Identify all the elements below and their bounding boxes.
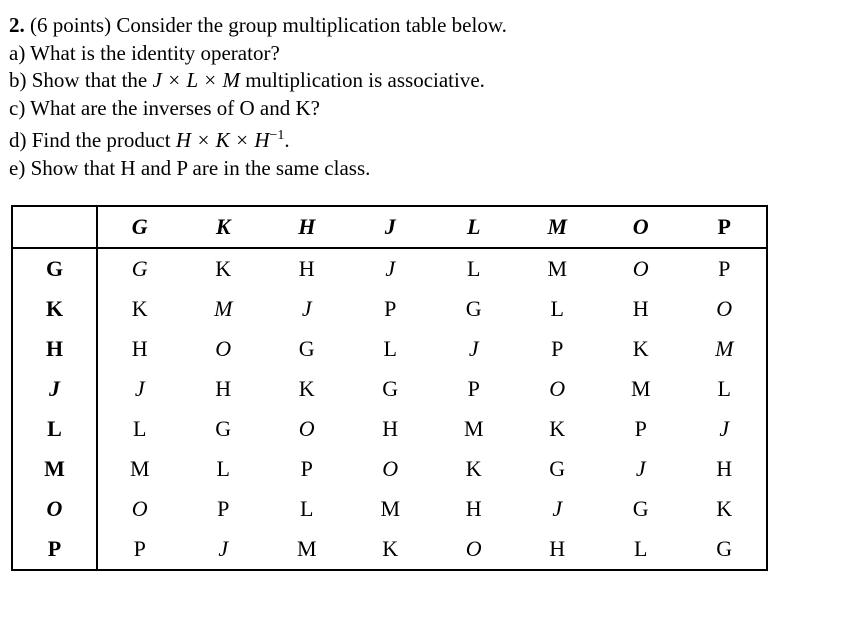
- table-cell: J: [552, 496, 563, 521]
- table-cell: J: [683, 409, 768, 449]
- table-cell: G: [215, 416, 232, 441]
- table-cell: H: [131, 336, 148, 361]
- table-cell: H: [632, 296, 649, 321]
- table-cell: P: [634, 416, 647, 441]
- table-cell: M: [129, 456, 150, 481]
- table-cell: G: [549, 456, 566, 481]
- column-header-h: H: [265, 206, 349, 248]
- table-cell: M: [463, 416, 484, 441]
- part-b-prefix: b) Show that the: [9, 68, 153, 92]
- table-row: [12, 489, 767, 529]
- table-cell: K: [632, 336, 649, 361]
- table-cell: J: [301, 296, 312, 321]
- table-cell: M: [265, 529, 349, 570]
- table-cell: L: [216, 456, 230, 481]
- table-cell: P: [97, 529, 182, 570]
- row-header-l: L: [12, 409, 97, 449]
- table-cell: G: [632, 496, 649, 521]
- table-cell: M: [683, 329, 768, 369]
- column-header-g: G: [97, 206, 182, 248]
- row-header-p: P: [12, 529, 97, 570]
- table-cell: G: [382, 376, 399, 401]
- table-cell: P: [217, 496, 230, 521]
- table-cell: K: [465, 456, 482, 481]
- table-cell: O: [683, 289, 768, 329]
- question-number: 2.: [9, 13, 25, 37]
- part-d: [9, 122, 829, 155]
- part-d-suffix: .: [284, 128, 290, 152]
- table-cell: L: [683, 369, 768, 409]
- question-text: [9, 12, 829, 182]
- question-points: (6 points) Consider the group multiplication table below.: [24, 13, 507, 37]
- table-cell: L: [467, 256, 481, 281]
- table-cell: M: [214, 296, 233, 321]
- part-a: a) What is the identity operator?: [9, 40, 280, 65]
- table-body: [12, 248, 767, 570]
- table-cell: P: [300, 456, 313, 481]
- multiplication-table: [11, 205, 768, 571]
- table-row: [12, 329, 767, 369]
- table-cell: P: [467, 376, 480, 401]
- table-cell: L: [550, 296, 564, 321]
- column-header-o: O: [599, 206, 683, 248]
- table-cell: L: [383, 336, 397, 361]
- part-d-prefix: d) Find the product: [9, 128, 176, 152]
- table-cell: K: [549, 416, 566, 441]
- table-cell: G: [465, 296, 482, 321]
- table-cell: J: [468, 336, 479, 361]
- table-cell: O: [432, 529, 516, 570]
- table-cell: P: [551, 336, 564, 361]
- column-header-k: K: [182, 206, 266, 248]
- table-cell: O: [632, 256, 649, 281]
- part-b-math: J × L × M: [152, 68, 240, 92]
- part-b-suffix: multiplication is associative.: [239, 68, 485, 92]
- table-cell: H: [683, 449, 768, 489]
- table-row: [12, 289, 767, 329]
- table-cell: H: [215, 376, 232, 401]
- table-cell: J: [385, 256, 396, 281]
- column-header-p: P: [683, 206, 768, 248]
- table-cell: J: [635, 456, 646, 481]
- table-row: [12, 369, 767, 409]
- part-c: c) What are the inverses of O and K?: [9, 95, 320, 120]
- table-cell: M: [380, 496, 401, 521]
- table-cell: K: [131, 296, 148, 321]
- table-cell: G: [683, 529, 768, 570]
- table-cell: O: [215, 336, 232, 361]
- table-cell: H: [382, 416, 399, 441]
- row-header-g: G: [12, 248, 97, 289]
- part-d-math: H × K × H: [175, 128, 270, 152]
- column-header-m: M: [516, 206, 600, 248]
- row-header-h: H: [12, 329, 97, 369]
- table-cell: K: [298, 376, 315, 401]
- table-cell: M: [547, 256, 568, 281]
- table-cell: H: [465, 496, 482, 521]
- table-header-row: [12, 206, 767, 248]
- question-header: [9, 12, 829, 40]
- row-header-m: M: [12, 449, 97, 489]
- table-cell: L: [133, 416, 147, 441]
- table-cell: G: [298, 336, 315, 361]
- column-header-l: L: [432, 206, 516, 248]
- table-cell: O: [382, 456, 399, 481]
- table-cell: L: [599, 529, 683, 570]
- column-header-j: J: [349, 206, 433, 248]
- table-cell: L: [300, 496, 314, 521]
- table-cell: J: [182, 529, 266, 570]
- table-cell: H: [516, 529, 600, 570]
- part-b: [9, 67, 829, 95]
- table-cell: O: [131, 496, 148, 521]
- table-row: [12, 529, 767, 570]
- table-cell: O: [298, 416, 315, 441]
- table-cell: K: [683, 489, 768, 529]
- row-header-o: O: [12, 489, 97, 529]
- table-cell: P: [683, 248, 768, 289]
- table-cell: K: [215, 256, 232, 281]
- table-row: [12, 449, 767, 489]
- table-cell: K: [349, 529, 433, 570]
- table-cell: J: [134, 376, 145, 401]
- table-row: [12, 248, 767, 289]
- table-cell: M: [630, 376, 651, 401]
- part-d-superscript: −1: [269, 128, 285, 143]
- row-header-k: K: [12, 289, 97, 329]
- table-cell: G: [131, 256, 148, 281]
- part-e: e) Show that H and P are in the same class.: [9, 155, 371, 180]
- table-corner-cell: [12, 206, 97, 248]
- table-cell: P: [384, 296, 397, 321]
- row-header-j: J: [12, 369, 97, 409]
- table-row: [12, 409, 767, 449]
- table-cell: O: [549, 376, 566, 401]
- table-cell: H: [298, 256, 315, 281]
